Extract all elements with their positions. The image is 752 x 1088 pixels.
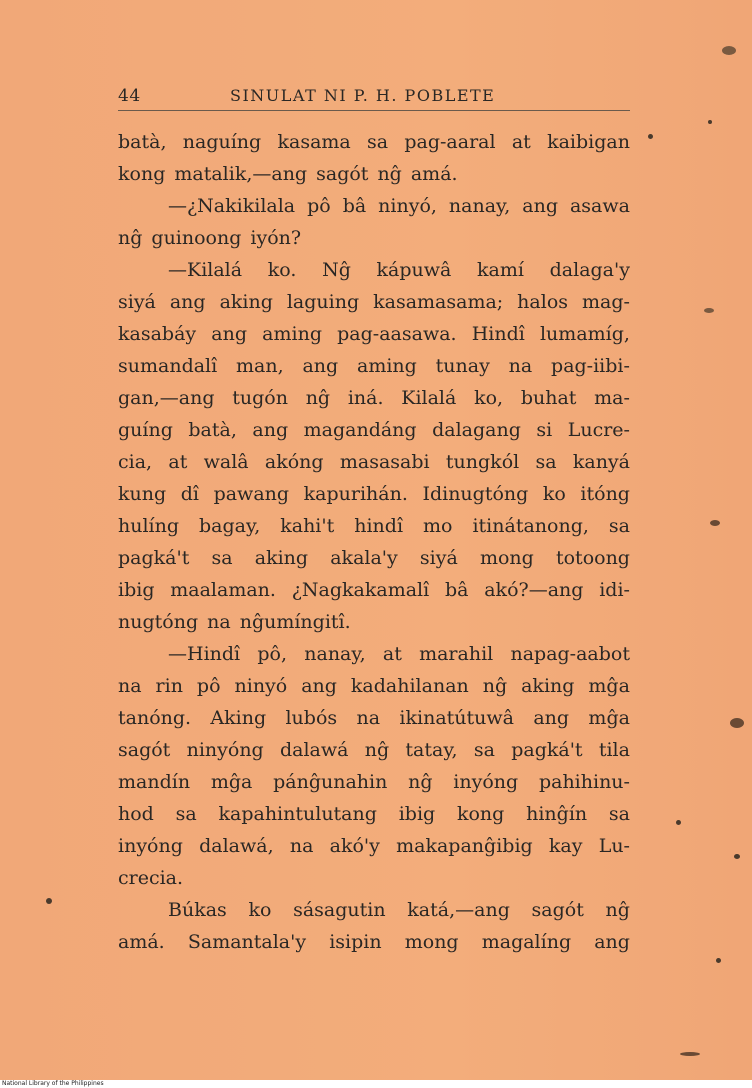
- word: amá.: [118, 931, 165, 953]
- word: —Kilalá: [168, 259, 243, 281]
- word: nĝ: [482, 675, 508, 697]
- word: na: [289, 835, 314, 857]
- stain-mark: [730, 718, 744, 728]
- word: ko,: [474, 387, 504, 409]
- word: sa: [608, 803, 630, 825]
- word: at: [511, 131, 531, 153]
- word: kung: [118, 483, 167, 505]
- word: bâ: [342, 195, 367, 217]
- word: kasabáy: [118, 323, 197, 345]
- text-line: [118, 350, 630, 382]
- word: hulíng: [118, 515, 180, 537]
- word: totoong: [555, 547, 630, 569]
- word: ¿Nagkakamalî: [291, 579, 430, 601]
- word: walâ: [203, 451, 249, 473]
- word: pag-aasawa.: [337, 323, 457, 345]
- word: aming: [357, 355, 417, 377]
- word: sa: [367, 131, 389, 153]
- word: lubós: [285, 707, 338, 729]
- word: nĝ: [118, 227, 143, 249]
- word: bâ: [444, 579, 469, 601]
- word: mĝa: [588, 675, 630, 697]
- word: Lu-: [598, 835, 630, 857]
- text-line: [118, 638, 630, 670]
- word: kaibigan: [547, 131, 630, 153]
- word: nĝ: [364, 739, 390, 761]
- word: akóng: [264, 451, 324, 473]
- word: idi-: [599, 579, 630, 601]
- word: aking: [219, 291, 273, 313]
- word: asawa: [569, 195, 630, 217]
- word: rin: [155, 675, 183, 697]
- word: ikinatútuwâ: [399, 707, 514, 729]
- word: ang: [169, 291, 206, 313]
- word: ninyó: [234, 675, 288, 697]
- word: kahi't: [280, 515, 335, 537]
- word: Búkas: [168, 899, 227, 921]
- word: Samantala'y: [187, 931, 307, 953]
- word: kay: [548, 835, 583, 857]
- word: mĝa: [588, 707, 630, 729]
- word: masasabi: [339, 451, 430, 473]
- word: at: [168, 451, 188, 473]
- word: sa: [608, 515, 630, 537]
- text-line: [118, 158, 630, 190]
- word: pagká't: [118, 547, 190, 569]
- page-number: 44: [118, 86, 141, 106]
- text-line: [118, 414, 630, 446]
- stain-mark: [704, 308, 714, 313]
- word: sumandalî: [118, 355, 218, 377]
- word: aking: [521, 675, 575, 697]
- word: ninyóng: [186, 739, 264, 761]
- word: tila: [598, 739, 630, 761]
- word: pag-aaral: [404, 131, 496, 153]
- text-line: [118, 190, 630, 222]
- word: sagót: [118, 739, 171, 761]
- word: cia,: [118, 451, 153, 473]
- text-line: [118, 446, 630, 478]
- word: kápuwâ: [376, 259, 452, 281]
- word: tunay: [435, 355, 490, 377]
- word: pawang: [213, 483, 290, 505]
- word: dalagang: [432, 419, 521, 441]
- word: pag-iibi-: [551, 355, 630, 377]
- word: kamí: [477, 259, 524, 281]
- word: batà,: [188, 419, 237, 441]
- word: mĝa: [210, 771, 253, 793]
- word: na: [207, 611, 231, 633]
- word: ang: [211, 323, 248, 345]
- word: crecia.: [118, 867, 184, 889]
- text-line: [118, 286, 630, 318]
- word: buhat: [520, 387, 577, 409]
- stain-mark: [46, 898, 52, 904]
- word: man,: [236, 355, 284, 377]
- word: sa: [175, 803, 197, 825]
- word: mong: [479, 547, 534, 569]
- text-line: [118, 574, 630, 606]
- word: halos: [517, 291, 569, 313]
- word: siyá: [118, 291, 156, 313]
- word: aming: [262, 323, 322, 345]
- word: pô: [196, 675, 221, 697]
- word: akala'y: [330, 547, 398, 569]
- text-line: [118, 222, 630, 254]
- word: inyóng: [118, 835, 183, 857]
- word: kapahintulutang: [218, 803, 377, 825]
- text-line: [118, 798, 630, 830]
- word: naguíng: [182, 131, 262, 153]
- word: nĝumíngitî.: [239, 611, 351, 633]
- stain-mark: [680, 1052, 700, 1056]
- stain-mark: [716, 958, 721, 963]
- word: Lucre-: [567, 419, 630, 441]
- text-line: [118, 318, 630, 350]
- word: Idinugtóng: [422, 483, 529, 505]
- word: itóng: [580, 483, 630, 505]
- word: sagót: [531, 899, 584, 921]
- word: ko: [542, 483, 566, 505]
- word: Aking: [210, 707, 267, 729]
- word: ang: [533, 707, 570, 729]
- word: katá,—ang: [407, 899, 510, 921]
- word: tanóng.: [118, 707, 192, 729]
- text-line: [118, 862, 630, 894]
- text-line: [118, 254, 630, 286]
- word: Kilalá: [401, 387, 457, 409]
- word: ko: [248, 899, 272, 921]
- word: magandáng: [303, 419, 417, 441]
- word: ang: [594, 931, 630, 953]
- word: sásagutin: [293, 899, 386, 921]
- word: maalaman.: [170, 579, 276, 601]
- word: mandín: [118, 771, 191, 793]
- word: mo: [423, 515, 453, 537]
- stain-mark: [648, 134, 653, 139]
- text-line: [118, 766, 630, 798]
- stain-mark: [722, 46, 736, 55]
- word: ang: [522, 195, 558, 217]
- word: hindî: [354, 515, 404, 537]
- word: tatay,: [405, 739, 458, 761]
- word: dalawá: [279, 739, 349, 761]
- text-line: [118, 926, 630, 958]
- word: pô: [307, 195, 331, 217]
- word: iyón?: [250, 227, 302, 249]
- text-line: [118, 382, 630, 414]
- word: ibig: [118, 579, 155, 601]
- word: guinoong: [151, 227, 242, 249]
- word: nĝ: [605, 899, 630, 921]
- text-line: [118, 734, 630, 766]
- footer-credit: National Library of the Philippines: [0, 1080, 752, 1088]
- text-line: [118, 606, 630, 638]
- word: pô,: [257, 643, 288, 665]
- word: mong: [404, 931, 459, 953]
- text-line: [118, 670, 630, 702]
- word: pagká't: [511, 739, 583, 761]
- word: Hindî: [471, 323, 525, 345]
- word: itinátanong,: [472, 515, 589, 537]
- word: kasama: [277, 131, 351, 153]
- running-title: SINULAT NI P. H. POBLETE: [230, 86, 496, 105]
- word: dalaga'y: [549, 259, 630, 281]
- word: bagay,: [199, 515, 261, 537]
- word: at: [382, 643, 402, 665]
- text-line: [118, 830, 630, 862]
- word: sa: [473, 739, 495, 761]
- word: nĝ: [408, 771, 433, 793]
- word: makapanĝibig: [396, 835, 533, 857]
- word: sa: [535, 451, 557, 473]
- word: na: [118, 675, 142, 697]
- word: tugón: [232, 387, 288, 409]
- word: hinĝín: [526, 803, 588, 825]
- word: isipin: [329, 931, 382, 953]
- text-line: [118, 478, 630, 510]
- word: kadahilanan: [350, 675, 469, 697]
- word: na: [508, 355, 533, 377]
- word: ibig: [398, 803, 436, 825]
- word: Nĝ: [322, 259, 351, 281]
- word: pahihinu-: [538, 771, 630, 793]
- word: batà,: [118, 131, 167, 153]
- word: laguing: [286, 291, 360, 313]
- word: gan,—ang: [118, 387, 215, 409]
- word: ma-: [594, 387, 630, 409]
- word: matalik,—ang: [174, 163, 308, 185]
- word: —Hindî: [168, 643, 241, 665]
- word: kong: [118, 163, 166, 185]
- word: ang: [302, 355, 339, 377]
- word: kanyá: [572, 451, 630, 473]
- word: si: [536, 419, 553, 441]
- stain-mark: [710, 520, 720, 526]
- text-line: [118, 126, 630, 158]
- word: marahil: [419, 643, 494, 665]
- word: kapurihán.: [303, 483, 408, 505]
- word: tungkól: [445, 451, 520, 473]
- body-text: [118, 126, 630, 958]
- word: napag-aabot: [510, 643, 630, 665]
- word: dî: [180, 483, 199, 505]
- word: na: [356, 707, 381, 729]
- word: lumamíg,: [539, 323, 630, 345]
- word: ninyó,: [378, 195, 437, 217]
- word: ko.: [267, 259, 297, 281]
- word: sa: [211, 547, 233, 569]
- stain-mark: [676, 820, 681, 825]
- word: kasamasama;: [373, 291, 504, 313]
- stain-mark: [734, 854, 740, 859]
- stain-mark: [708, 120, 712, 124]
- word: mag-: [581, 291, 630, 313]
- word: akó?—ang: [484, 579, 584, 601]
- word: nĝ: [377, 163, 402, 185]
- text-line: [118, 702, 630, 734]
- word: kong: [456, 803, 505, 825]
- word: nĝ: [305, 387, 331, 409]
- word: nanay,: [448, 195, 511, 217]
- text-line: [118, 894, 630, 926]
- word: nugtóng: [118, 611, 199, 633]
- word: guíng: [118, 419, 173, 441]
- text-line: [118, 542, 630, 574]
- word: siyá: [419, 547, 458, 569]
- word: nanay,: [304, 643, 366, 665]
- word: pánĝunahin: [273, 771, 388, 793]
- word: ang: [252, 419, 289, 441]
- word: hod: [118, 803, 154, 825]
- word: magalíng: [481, 931, 572, 953]
- word: dalawá,: [199, 835, 274, 857]
- word: aking: [254, 547, 309, 569]
- word: inyóng: [453, 771, 519, 793]
- word: iná.: [347, 387, 384, 409]
- word: —¿Nakikilala: [168, 195, 296, 217]
- word: ang: [301, 675, 337, 697]
- word: amá.: [410, 163, 458, 185]
- text-line: [118, 510, 630, 542]
- word: sagót: [316, 163, 369, 185]
- running-header: [118, 86, 630, 111]
- word: akó'y: [329, 835, 380, 857]
